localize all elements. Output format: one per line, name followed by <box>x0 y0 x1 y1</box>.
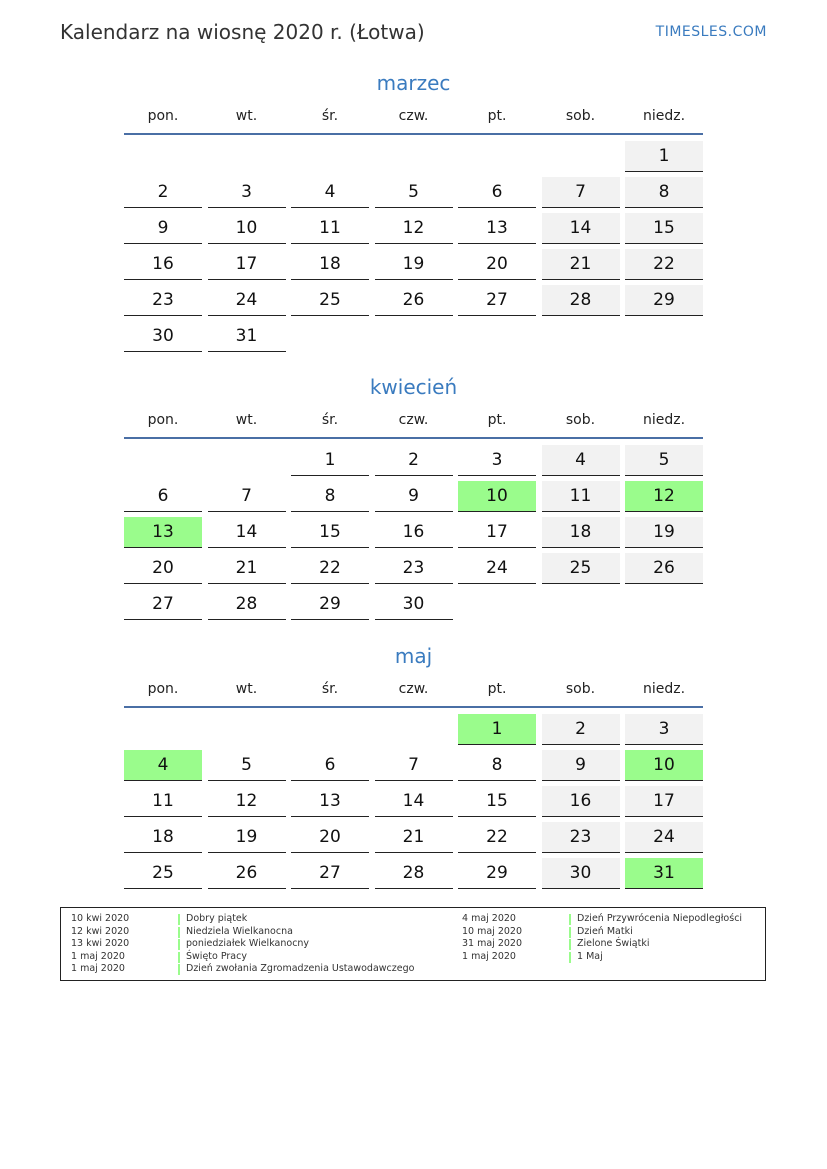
week-row <box>124 553 703 589</box>
weekday-label: niedz. <box>642 108 686 124</box>
month-title: marzec <box>376 71 451 95</box>
day-cell[interactable]: 23 <box>542 822 620 853</box>
legend-item <box>462 926 762 939</box>
day-cell[interactable]: 28 <box>208 589 286 620</box>
week-row <box>124 517 703 553</box>
empty-cell <box>375 321 453 351</box>
day-cell[interactable]: 13 <box>124 517 202 548</box>
day-cell[interactable]: 23 <box>375 553 453 584</box>
legend-marker <box>178 964 180 975</box>
legend-item <box>71 963 415 976</box>
legend-name: Dobry piątek <box>186 913 248 924</box>
legend-marker <box>569 927 571 938</box>
day-cell[interactable]: 20 <box>458 249 536 280</box>
week-row <box>124 141 703 177</box>
day-cell[interactable]: 9 <box>124 213 202 244</box>
legend-date: 4 maj 2020 <box>462 913 516 924</box>
month-march <box>124 69 703 357</box>
empty-cell <box>291 141 369 171</box>
week-row <box>124 445 703 481</box>
day-cell[interactable]: 9 <box>542 750 620 781</box>
month-april <box>124 373 703 625</box>
day-cell[interactable]: 20 <box>291 822 369 853</box>
week-row <box>124 589 703 625</box>
legend-date: 31 maj 2020 <box>462 938 523 949</box>
day-cell[interactable]: 11 <box>291 213 369 244</box>
day-cell[interactable]: 24 <box>625 822 703 853</box>
weekday-header <box>124 676 703 702</box>
weekday-label: niedz. <box>642 681 686 697</box>
legend-date: 13 kwi 2020 <box>71 938 130 949</box>
legend-name: poniedziałek Wielkanocny <box>186 938 310 949</box>
weekday-label: sob. <box>565 412 596 428</box>
day-cell[interactable]: 25 <box>542 553 620 584</box>
day-cell[interactable]: 24 <box>458 553 536 584</box>
day-cell[interactable]: 30 <box>542 858 620 889</box>
day-cell[interactable]: 1 <box>291 445 369 476</box>
day-cell[interactable]: 17 <box>208 249 286 280</box>
day-cell[interactable]: 5 <box>208 750 286 781</box>
weekday-label: niedz. <box>642 412 686 428</box>
day-cell[interactable]: 31 <box>625 858 703 889</box>
legend-marker <box>178 927 180 938</box>
day-cell[interactable]: 2 <box>375 445 453 476</box>
week-row <box>124 213 703 249</box>
day-cell[interactable]: 17 <box>625 786 703 817</box>
day-cell[interactable]: 22 <box>458 822 536 853</box>
day-cell[interactable]: 30 <box>375 589 453 620</box>
day-cell[interactable]: 21 <box>542 249 620 280</box>
weekday-header <box>124 103 703 129</box>
weekday-label: pt. <box>487 412 507 428</box>
weekday-label: czw. <box>398 412 429 428</box>
legend-marker <box>569 939 571 950</box>
week-row <box>124 177 703 213</box>
day-cell[interactable]: 27 <box>291 858 369 889</box>
empty-cell <box>542 141 620 171</box>
day-cell[interactable]: 2 <box>542 714 620 745</box>
day-cell[interactable]: 8 <box>625 177 703 208</box>
legend-date: 1 maj 2020 <box>462 950 516 962</box>
month-title: kwiecień <box>369 375 458 399</box>
legend-name: 1 Maj <box>577 950 603 962</box>
legend-name: Dzień zwołania Zgromadzenia Ustawodawczego <box>186 963 415 974</box>
week-row <box>124 858 703 894</box>
week-row <box>124 249 703 285</box>
day-cell[interactable]: 8 <box>291 481 369 512</box>
weekday-label: pon. <box>147 412 179 428</box>
empty-cell <box>458 321 536 351</box>
day-cell[interactable]: 19 <box>375 249 453 280</box>
weekday-header <box>124 407 703 433</box>
empty-cell <box>625 321 703 351</box>
day-cell[interactable]: 26 <box>208 858 286 889</box>
empty-cell <box>124 714 202 744</box>
empty-cell <box>625 589 703 619</box>
day-cell[interactable]: 15 <box>291 517 369 548</box>
month-title: maj <box>394 644 433 668</box>
legend-name: Zielone Świątki <box>577 938 650 949</box>
day-grid <box>124 445 703 625</box>
day-cell[interactable]: 12 <box>208 786 286 817</box>
day-cell[interactable]: 18 <box>291 249 369 280</box>
empty-cell <box>208 445 286 475</box>
day-cell[interactable]: 25 <box>291 285 369 316</box>
day-cell[interactable]: 17 <box>458 517 536 548</box>
legend-item <box>462 938 762 951</box>
empty-cell <box>542 321 620 351</box>
legend-name: Niedziela Wielkanocna <box>186 925 293 937</box>
legend-date: 1 maj 2020 <box>71 950 125 962</box>
day-cell[interactable]: 7 <box>375 750 453 781</box>
empty-cell <box>458 589 536 619</box>
weekday-label: sob. <box>565 108 596 124</box>
legend-item <box>71 938 371 951</box>
legend-date: 10 maj 2020 <box>462 925 523 937</box>
day-cell[interactable]: 18 <box>124 822 202 853</box>
day-cell[interactable]: 3 <box>625 714 703 745</box>
day-cell[interactable]: 6 <box>124 481 202 512</box>
weekday-label: wt. <box>235 681 258 697</box>
month-may <box>124 642 703 894</box>
weekday-label: sob. <box>565 681 596 697</box>
day-cell[interactable]: 14 <box>208 517 286 548</box>
empty-cell <box>375 141 453 171</box>
day-grid <box>124 714 703 894</box>
day-cell[interactable]: 21 <box>375 822 453 853</box>
day-cell[interactable]: 10 <box>208 213 286 244</box>
day-cell[interactable]: 31 <box>208 321 286 352</box>
page-title: Kalendarz na wiosnę 2020 r. (Łotwa) <box>60 20 425 44</box>
day-cell[interactable]: 4 <box>542 445 620 476</box>
day-cell[interactable]: 21 <box>208 553 286 584</box>
legend-marker <box>178 914 180 925</box>
day-cell[interactable]: 22 <box>625 249 703 280</box>
weekday-label: wt. <box>235 412 258 428</box>
day-cell[interactable]: 29 <box>458 858 536 889</box>
day-cell[interactable]: 3 <box>458 445 536 476</box>
week-row <box>124 786 703 822</box>
legend-marker <box>178 939 180 950</box>
day-cell[interactable]: 16 <box>542 786 620 817</box>
day-cell[interactable]: 25 <box>124 858 202 889</box>
day-cell[interactable]: 28 <box>542 285 620 316</box>
week-row <box>124 481 703 517</box>
day-cell[interactable]: 27 <box>124 589 202 620</box>
header-divider <box>124 706 703 708</box>
empty-cell <box>375 714 453 744</box>
empty-cell <box>124 445 202 475</box>
legend-item <box>71 913 371 926</box>
legend-column-right <box>462 913 762 963</box>
day-cell[interactable]: 30 <box>124 321 202 352</box>
empty-cell <box>291 321 369 351</box>
week-row <box>124 321 703 357</box>
legend-marker <box>569 914 571 925</box>
legend-date: 1 maj 2020 <box>71 963 125 974</box>
day-cell[interactable]: 2 <box>124 177 202 208</box>
legend-marker <box>569 952 571 963</box>
day-cell[interactable]: 16 <box>375 517 453 548</box>
empty-cell <box>458 141 536 171</box>
day-cell[interactable]: 28 <box>375 858 453 889</box>
legend-date: 10 kwi 2020 <box>71 913 130 924</box>
week-row <box>124 285 703 321</box>
day-cell[interactable]: 5 <box>375 177 453 208</box>
week-row <box>124 822 703 858</box>
day-cell[interactable]: 9 <box>375 481 453 512</box>
empty-cell <box>208 141 286 171</box>
weekday-label: pt. <box>487 108 507 124</box>
legend-item <box>462 951 762 964</box>
day-cell[interactable]: 19 <box>625 517 703 548</box>
day-cell[interactable]: 29 <box>625 285 703 316</box>
day-cell[interactable]: 4 <box>291 177 369 208</box>
day-cell[interactable]: 11 <box>124 786 202 817</box>
day-cell[interactable]: 12 <box>375 213 453 244</box>
day-cell[interactable]: 14 <box>375 786 453 817</box>
day-cell[interactable]: 27 <box>458 285 536 316</box>
day-cell[interactable]: 11 <box>542 481 620 512</box>
weekday-label: pon. <box>147 108 179 124</box>
weekday-label: czw. <box>398 108 429 124</box>
weekday-label: śr. <box>321 681 339 697</box>
legend-marker <box>178 952 180 963</box>
legend-item <box>71 951 371 964</box>
day-cell[interactable]: 7 <box>542 177 620 208</box>
day-cell[interactable]: 20 <box>124 553 202 584</box>
weekday-label: pt. <box>487 681 507 697</box>
day-cell[interactable]: 12 <box>625 481 703 512</box>
day-cell[interactable]: 4 <box>124 750 202 781</box>
week-row <box>124 714 703 750</box>
day-cell[interactable]: 8 <box>458 750 536 781</box>
day-cell[interactable]: 22 <box>291 553 369 584</box>
day-cell[interactable]: 16 <box>124 249 202 280</box>
day-cell[interactable]: 5 <box>625 445 703 476</box>
legend-item <box>462 913 762 926</box>
legend-name: Dzień Przywrócenia Niepodległości <box>577 913 743 924</box>
day-cell[interactable]: 18 <box>542 517 620 548</box>
legend-name: Dzień Matki <box>577 925 633 937</box>
weekday-label: wt. <box>235 108 258 124</box>
day-cell[interactable]: 13 <box>291 786 369 817</box>
day-cell[interactable]: 3 <box>208 177 286 208</box>
day-cell[interactable]: 26 <box>625 553 703 584</box>
legend-column-left <box>71 913 415 976</box>
weekday-label: śr. <box>321 412 339 428</box>
day-cell[interactable]: 26 <box>375 285 453 316</box>
brand-link[interactable]: TIMESLES.COM <box>655 24 767 40</box>
day-cell[interactable]: 15 <box>625 213 703 244</box>
weekday-label: śr. <box>321 108 339 124</box>
header-divider <box>124 133 703 135</box>
weekday-label: pon. <box>147 681 179 697</box>
holiday-legend <box>60 907 766 981</box>
week-row <box>124 750 703 786</box>
header-divider <box>124 437 703 439</box>
day-cell[interactable]: 6 <box>458 177 536 208</box>
day-cell[interactable]: 1 <box>625 141 703 172</box>
day-grid <box>124 141 703 357</box>
empty-cell <box>124 141 202 171</box>
day-cell[interactable]: 23 <box>124 285 202 316</box>
weekday-label: czw. <box>398 681 429 697</box>
day-cell[interactable]: 10 <box>625 750 703 781</box>
empty-cell <box>291 714 369 744</box>
day-cell[interactable]: 19 <box>208 822 286 853</box>
day-cell[interactable]: 14 <box>542 213 620 244</box>
legend-name: Święto Pracy <box>186 950 247 962</box>
day-cell[interactable]: 1 <box>458 714 536 745</box>
legend-item <box>71 926 371 939</box>
day-cell[interactable]: 10 <box>458 481 536 512</box>
day-cell[interactable]: 13 <box>458 213 536 244</box>
day-cell[interactable]: 15 <box>458 786 536 817</box>
empty-cell <box>542 589 620 619</box>
day-cell[interactable]: 24 <box>208 285 286 316</box>
legend-date: 12 kwi 2020 <box>71 925 130 937</box>
empty-cell <box>208 714 286 744</box>
day-cell[interactable]: 7 <box>208 481 286 512</box>
day-cell[interactable]: 29 <box>291 589 369 620</box>
day-cell[interactable]: 6 <box>291 750 369 781</box>
